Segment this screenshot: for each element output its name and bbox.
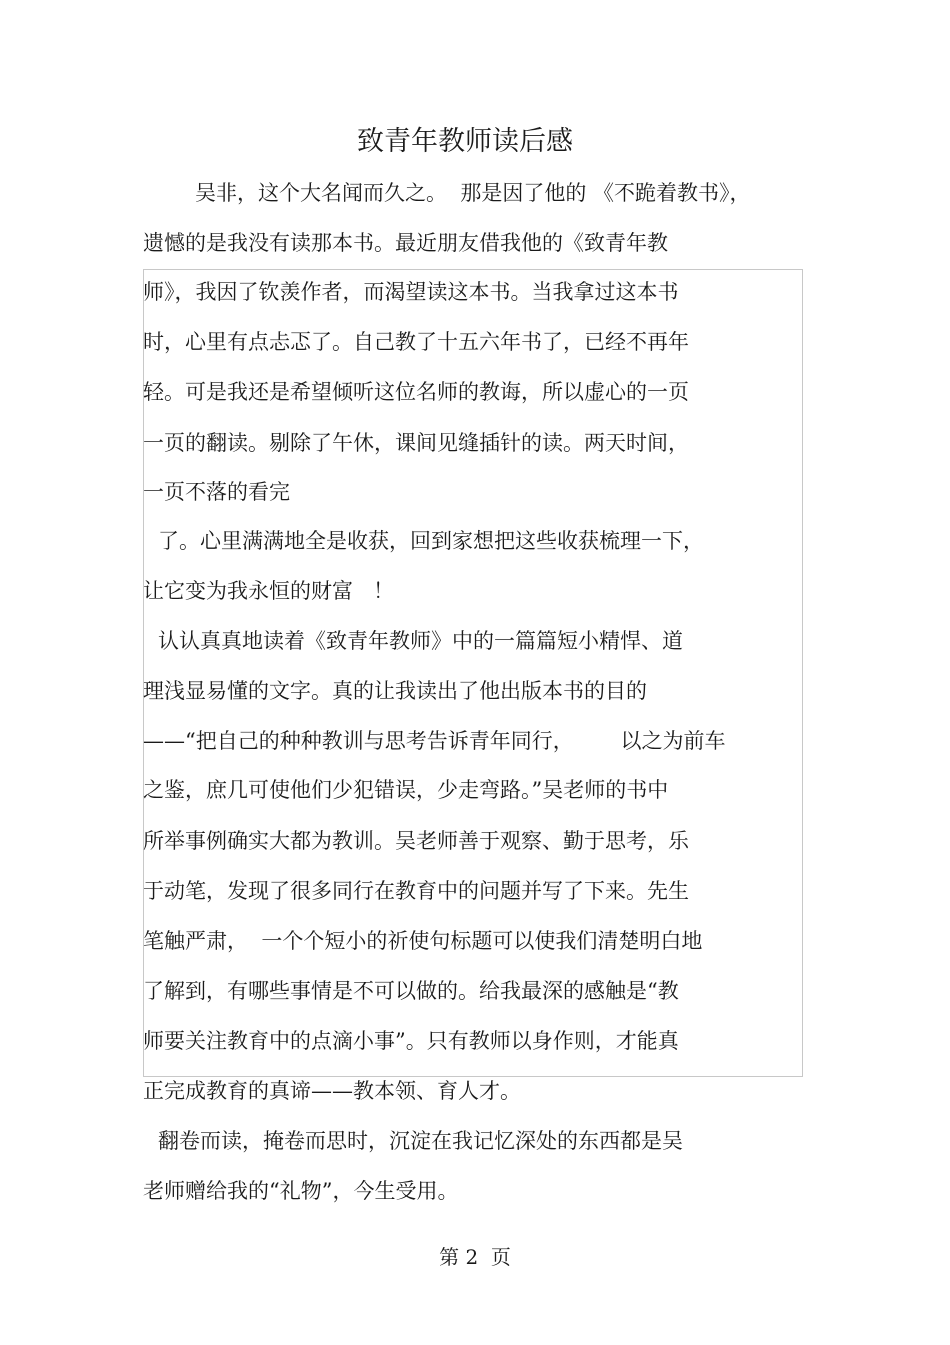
text-line: 让它变为我永恒的财富 ！: [143, 579, 395, 603]
text-line: 师》，我因了钦羡作者，而渴望读这本书。当我拿过这本书: [143, 280, 679, 304]
text-line: 老师赠给我的“礼物”，今生受用。: [143, 1179, 459, 1203]
text-line: 笔触严肃， 一个个短小的祈使句标题可以使我们清楚明白地: [143, 929, 703, 953]
text-line: 遗憾的是我没有读那本书。最近朋友借我他的《致青年教: [143, 231, 668, 255]
text-line: 所举事例确实大都为教训。吴老师善于观察、勤于思考，乐: [143, 829, 689, 853]
text-line: ——“把自己的种种教训与思考告诉青年同行， 以之为前车: [143, 729, 726, 753]
text-line: 翻卷而读，掩卷而思时，沉淀在我记忆深处的东西都是吴: [158, 1129, 683, 1153]
text-line: 轻。可是我还是希望倾听这位名师的教诲，所以虚心的一页: [143, 380, 689, 404]
text-line: 理浅显易懂的文字。真的让我读出了他出版本书的目的: [143, 679, 647, 703]
text-line: 于动笔，发现了很多同行在教育中的问题并写了下来。先生: [143, 879, 689, 903]
text-line: 了解到，有哪些事情是不可以做的。给我最深的感触是“教: [143, 979, 679, 1003]
page-number: 第 2 页: [439, 1245, 511, 1269]
text-line: 吴非，这个大名闻而久之。 那是因了他的 《不跪着教书》，: [195, 181, 751, 205]
page-title: 致青年教师读后感: [357, 126, 573, 157]
text-line: 时，心里有点忐忑了。自己教了十五六年书了，已经不再年: [143, 330, 689, 354]
text-line: 认认真真地读着《致青年教师》中的一篇篇短小精悍、道: [158, 629, 683, 653]
text-line: 一页不落的看完: [143, 480, 290, 504]
text-line: 正完成教育的真谛——教本领、育人才。: [143, 1079, 521, 1103]
text-line: 之鉴，庶几可使他们少犯错误，少走弯路。”吴老师的书中: [143, 778, 669, 802]
text-line: 一页的翻读。剔除了午休，课间见缝插针的读。两天时间，: [143, 431, 689, 455]
text-line: 师要关注教育中的点滴小事”。只有教师以身作则，才能真: [143, 1029, 679, 1053]
text-line: 了。心里满满地全是收获，回到家想把这些收获梳理一下，: [158, 529, 704, 553]
